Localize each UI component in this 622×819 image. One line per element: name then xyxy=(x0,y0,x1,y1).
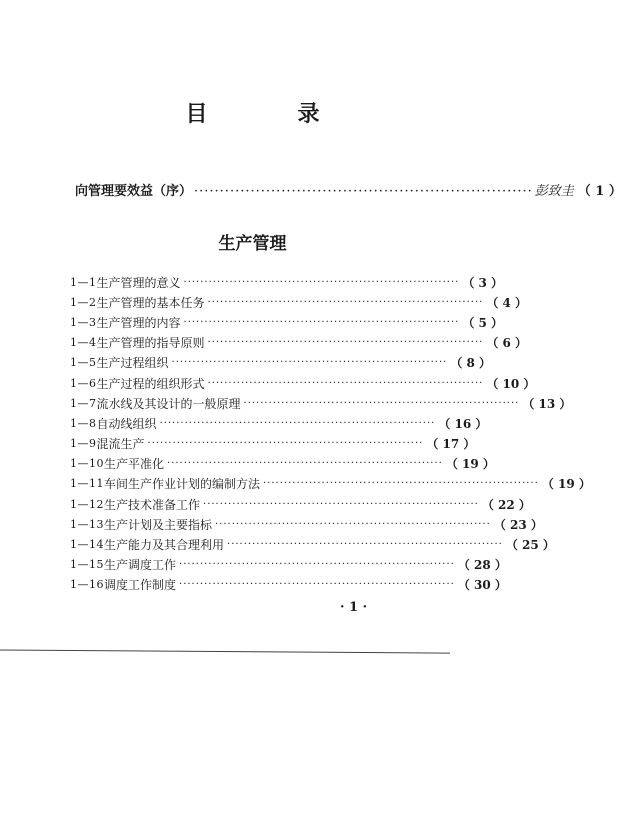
dot-leader: ·································································· xyxy=(183,276,460,288)
dot-leader: ·································································· xyxy=(263,478,539,490)
page-bottom-rule xyxy=(0,649,450,653)
entry-title: 流水线及其设计的一般原理 xyxy=(96,396,241,411)
toc-entry[interactable] xyxy=(70,393,572,413)
entry-page: （ 4 ） xyxy=(486,295,528,310)
entry-page: （ 17 ） xyxy=(426,437,476,452)
entry-title: 生产计划及主要指标 xyxy=(104,517,213,532)
dot-leader: ·································································· xyxy=(179,559,455,571)
dot-leader: ·································································· xyxy=(179,579,455,591)
entry-title: 混流生产 xyxy=(96,437,145,452)
entry-title: 调度工作制度 xyxy=(104,578,177,593)
toc-entry[interactable] xyxy=(70,333,528,353)
entry-number: 1—8 xyxy=(70,416,97,430)
entry-title: 生产管理的意义 xyxy=(96,275,181,290)
entry-number: 1—11 xyxy=(70,477,104,491)
entry-number: 1—4 xyxy=(70,336,97,350)
toc-entry[interactable] xyxy=(70,514,543,534)
entry-number: 1—3 xyxy=(70,315,97,329)
entry-title: 生产管理的基本任务 xyxy=(96,295,205,310)
entry-page: （ 6 ） xyxy=(486,336,528,351)
dot-leader: ·································································· xyxy=(194,184,533,199)
entry-title: 生产技术准备工作 xyxy=(104,497,201,512)
entry-title: 生产过程的组织形式 xyxy=(96,376,205,391)
dot-leader: ·································································· xyxy=(167,458,443,470)
preface-page: （ 1 ） xyxy=(577,184,622,199)
entry-title: 生产能力及其合理利用 xyxy=(104,538,225,553)
entry-page: （ 3 ） xyxy=(462,275,504,290)
toc-entry[interactable] xyxy=(70,272,504,292)
dot-leader: ·································································· xyxy=(207,337,484,349)
entry-page: （ 13 ） xyxy=(522,396,572,411)
toc-list xyxy=(70,272,591,595)
entry-page: （ 23 ） xyxy=(493,517,543,532)
dot-leader: ·································································· xyxy=(207,377,484,389)
preface-title: 向管理要效益（序） xyxy=(75,184,193,199)
dot-leader: ·································································· xyxy=(159,417,436,429)
toc-entry[interactable] xyxy=(70,434,476,454)
toc-entry[interactable] xyxy=(70,575,507,595)
entry-number: 1—6 xyxy=(70,376,97,390)
toc-entry[interactable] xyxy=(70,534,555,554)
dot-leader: ·································································· xyxy=(203,498,479,510)
preface-author: 彭致圭 xyxy=(534,184,574,199)
page-title: 目 录 xyxy=(185,102,354,127)
toc-entry[interactable] xyxy=(70,454,495,474)
entry-page: （ 19 ） xyxy=(445,457,495,472)
dot-leader: ·································································· xyxy=(183,316,460,328)
dot-leader: ·································································· xyxy=(147,438,424,450)
entry-title: 生产过程组织 xyxy=(96,356,169,371)
toc-entry[interactable] xyxy=(70,292,528,312)
entry-number: 1—7 xyxy=(70,396,97,410)
dot-leader: ·································································· xyxy=(171,357,448,369)
toc-entry[interactable] xyxy=(70,413,488,433)
toc-entry[interactable] xyxy=(70,373,536,393)
entry-number: 1—9 xyxy=(70,437,97,451)
entry-page: （ 30 ） xyxy=(457,578,507,593)
entry-number: 1—1 xyxy=(70,275,97,289)
preface-entry[interactable] xyxy=(75,180,622,199)
entry-number: 1—14 xyxy=(70,538,104,552)
entry-page: （ 10 ） xyxy=(486,376,536,391)
entry-page: （ 19 ） xyxy=(541,477,591,492)
entry-page: （ 16 ） xyxy=(438,416,488,431)
entry-title: 生产管理的内容 xyxy=(96,315,181,330)
dot-leader: ·································································· xyxy=(215,518,491,530)
entry-page: （ 22 ） xyxy=(481,497,531,512)
entry-page: （ 25 ） xyxy=(505,538,555,553)
page-number: · 1 · xyxy=(340,600,368,615)
entry-number: 1—16 xyxy=(70,578,104,592)
entry-number: 1—5 xyxy=(70,356,97,370)
entry-title: 自动线组织 xyxy=(96,416,157,431)
toc-entry[interactable] xyxy=(70,494,531,514)
toc-entry[interactable] xyxy=(70,353,492,373)
entry-page: （ 5 ） xyxy=(462,315,504,330)
entry-title: 生产平准化 xyxy=(104,457,165,472)
entry-title: 生产调度工作 xyxy=(104,558,177,573)
dot-leader: ·································································· xyxy=(227,539,503,551)
entry-page: （ 28 ） xyxy=(457,558,507,573)
entry-page: （ 8 ） xyxy=(450,356,492,371)
section-heading: 生产管理 xyxy=(218,234,287,254)
entry-number: 1—15 xyxy=(70,558,104,572)
toc-entry[interactable] xyxy=(70,555,507,575)
entry-number: 1—10 xyxy=(70,457,104,471)
dot-leader: ·································································· xyxy=(243,397,520,409)
entry-title: 车间生产作业计划的编制方法 xyxy=(104,477,261,492)
entry-number: 1—2 xyxy=(70,295,97,309)
entry-number: 1—12 xyxy=(70,497,104,511)
entry-number: 1—13 xyxy=(70,517,104,531)
toc-entry[interactable] xyxy=(70,312,504,332)
toc-entry[interactable] xyxy=(70,474,591,494)
dot-leader: ·································································· xyxy=(207,296,484,308)
entry-title: 生产管理的指导原则 xyxy=(96,336,205,351)
